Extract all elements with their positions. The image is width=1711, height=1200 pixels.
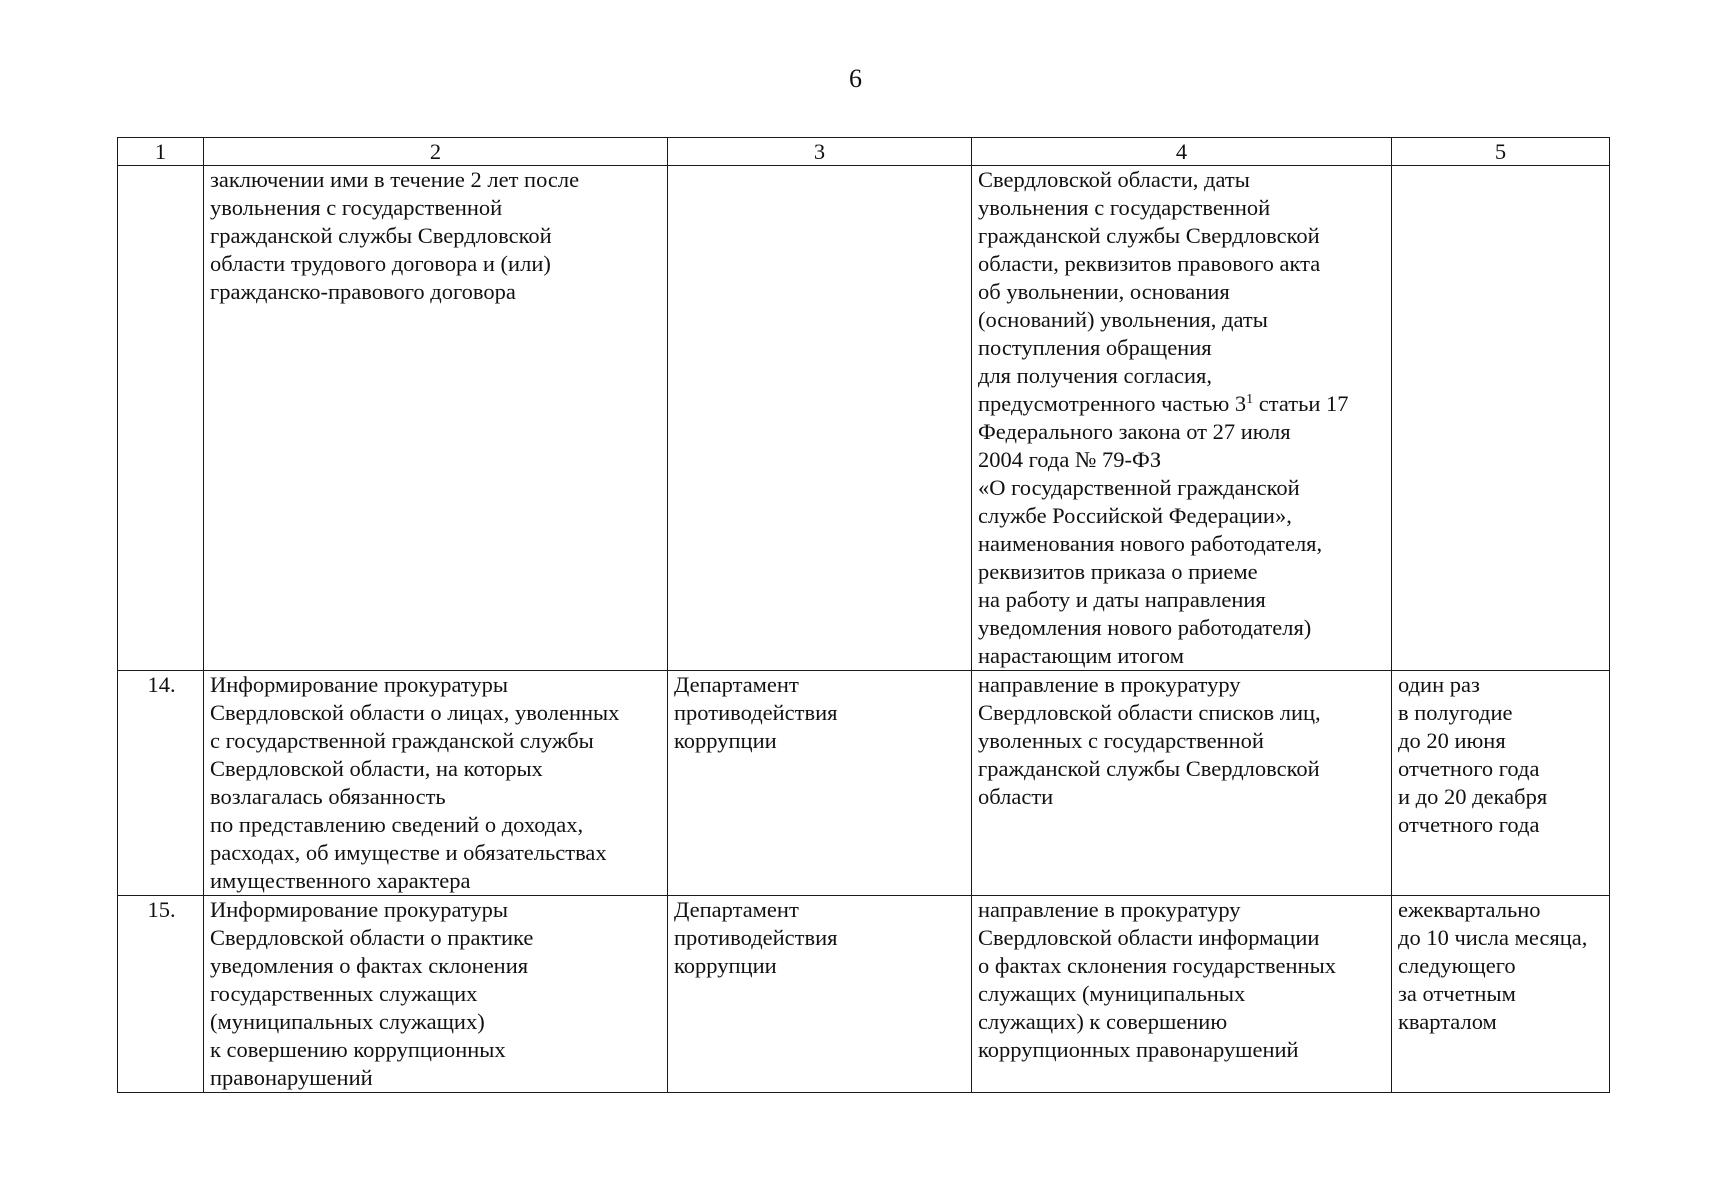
text-line: Департамент [674,672,799,697]
text-line: до 20 июня [1398,728,1506,753]
text-line: Свердловской области о практике [210,925,534,950]
text-line: наименования нового работодателя, [978,531,1323,556]
text-line: направление в прокуратуру [978,672,1241,697]
text-line: о фактах склонения государственных [978,953,1336,978]
text-line: гражданской службы Свердловской [978,223,1320,248]
text-line: уволенных с государственной [978,728,1264,753]
text-line: реквизитов приказа о приеме [978,559,1258,584]
text-line: уведомления о фактах склонения [210,953,529,978]
text-line: области трудового договора и (или) [210,251,551,276]
row-number-cell [118,166,204,671]
text-line: к совершению коррупционных [210,1037,506,1062]
text-line: отчетного года [1398,756,1540,781]
text-line: увольнения с государственной [978,195,1271,220]
text-line: противодействия [674,925,838,950]
text-line: ежеквартально [1398,897,1541,922]
text-line: для получения согласия, [978,363,1213,388]
text-line: гражданско-правового договора [210,279,516,304]
text-line: расходах, об имуществе и обязательствах [210,840,607,865]
text-line: следующего [1398,953,1516,978]
text-line: Информирование прокуратуры [210,897,509,922]
column-header-5: 5 [1392,138,1610,166]
text-line: за отчетным [1398,981,1516,1006]
column-header-3: 3 [668,138,972,166]
text-line: службе Российской Федерации», [978,503,1292,528]
law-reference-line [978,390,1387,418]
text-line: возлагалась обязанность [210,784,446,809]
measure-description-cell [204,671,668,896]
responsible-cell [668,671,972,896]
text-line: Свердловской области, на которых [210,756,543,781]
text-line: с государственной гражданской службы [210,728,594,753]
text-line: Свердловской области, даты [978,167,1250,192]
text-line: Свердловской области о лицах, уволенных [210,700,620,725]
text-line: Федерального закона от 27 июля [978,419,1291,444]
text-line: служащих) к совершению [978,1009,1228,1034]
law-reference-tail: статьи 17 [1253,391,1349,416]
text-line: по представлению сведений о доходах, [210,812,584,837]
text-line: об увольнении, основания [978,279,1230,304]
text-line: один раз [1398,672,1480,697]
text-line: 2004 года № 79-ФЗ [978,447,1162,472]
table-row-15 [118,896,1610,1093]
page-number: 6 [849,64,862,93]
superscript-index: 1 [1246,392,1254,407]
text-line: правонарушений [210,1065,373,1090]
text-line: коррупции [674,728,777,753]
text-line: Свердловской области информации [978,925,1320,950]
text-line: (муниципальных служащих) [210,1009,485,1034]
row-number-cell: 15. [118,896,204,1093]
text-line: нарастающим итогом [978,643,1184,668]
column-header-2: 2 [204,138,668,166]
text-line: Свердловской области списков лиц, [978,700,1321,725]
text-line: «О государственной гражданской [978,475,1300,500]
text-line: Департамент [674,897,799,922]
deadline-cell [1392,671,1610,896]
deadline-cell [1392,896,1610,1093]
law-reference-text: предусмотренного частью 3 [978,391,1247,416]
result-cell [972,166,1392,671]
text-line: в полугодие [1398,700,1513,725]
column-header-4: 4 [972,138,1392,166]
text-line: и до 20 декабря [1398,784,1548,809]
text-line: противодействия [674,700,838,725]
text-line: (оснований) увольнения, даты [978,307,1268,332]
column-header-1: 1 [118,138,204,166]
text-line: Информирование прокуратуры [210,672,509,697]
measures-table [117,137,1610,1093]
text-line: отчетного года [1398,812,1540,837]
text-line: поступления обращения [978,335,1212,360]
result-cell [972,896,1392,1093]
text-line: заключении ими в течение 2 лет после [210,167,580,192]
text-line: гражданской службы Свердловской [978,756,1320,781]
text-line: государственных служащих [210,981,478,1006]
text-line: гражданской службы Свердловской [210,223,552,248]
text-line: имущественного характера [210,868,471,893]
measure-description-cell [204,166,668,671]
text-line: служащих (муниципальных [978,981,1246,1006]
text-line: кварталом [1398,1009,1497,1034]
text-line: уведомления нового работодателя) [978,615,1312,640]
text-line: коррупции [674,953,777,978]
deadline-cell [1392,166,1610,671]
text-line: на работу и даты направления [978,587,1266,612]
text-line: до 10 числа месяца, [1398,925,1588,950]
table-row-continuation [118,166,1610,671]
row-number-cell: 14. [118,671,204,896]
table-header-row [118,138,1610,166]
measure-description-cell [204,896,668,1093]
text-line: области [978,784,1054,809]
responsible-cell [668,166,972,671]
text-line: области, реквизитов правового акта [978,251,1321,276]
text-line: направление в прокуратуру [978,897,1241,922]
responsible-cell [668,896,972,1093]
result-cell [972,671,1392,896]
text-line: увольнения с государственной [210,195,503,220]
text-line: коррупционных правонарушений [978,1037,1299,1062]
table-row-14 [118,671,1610,896]
